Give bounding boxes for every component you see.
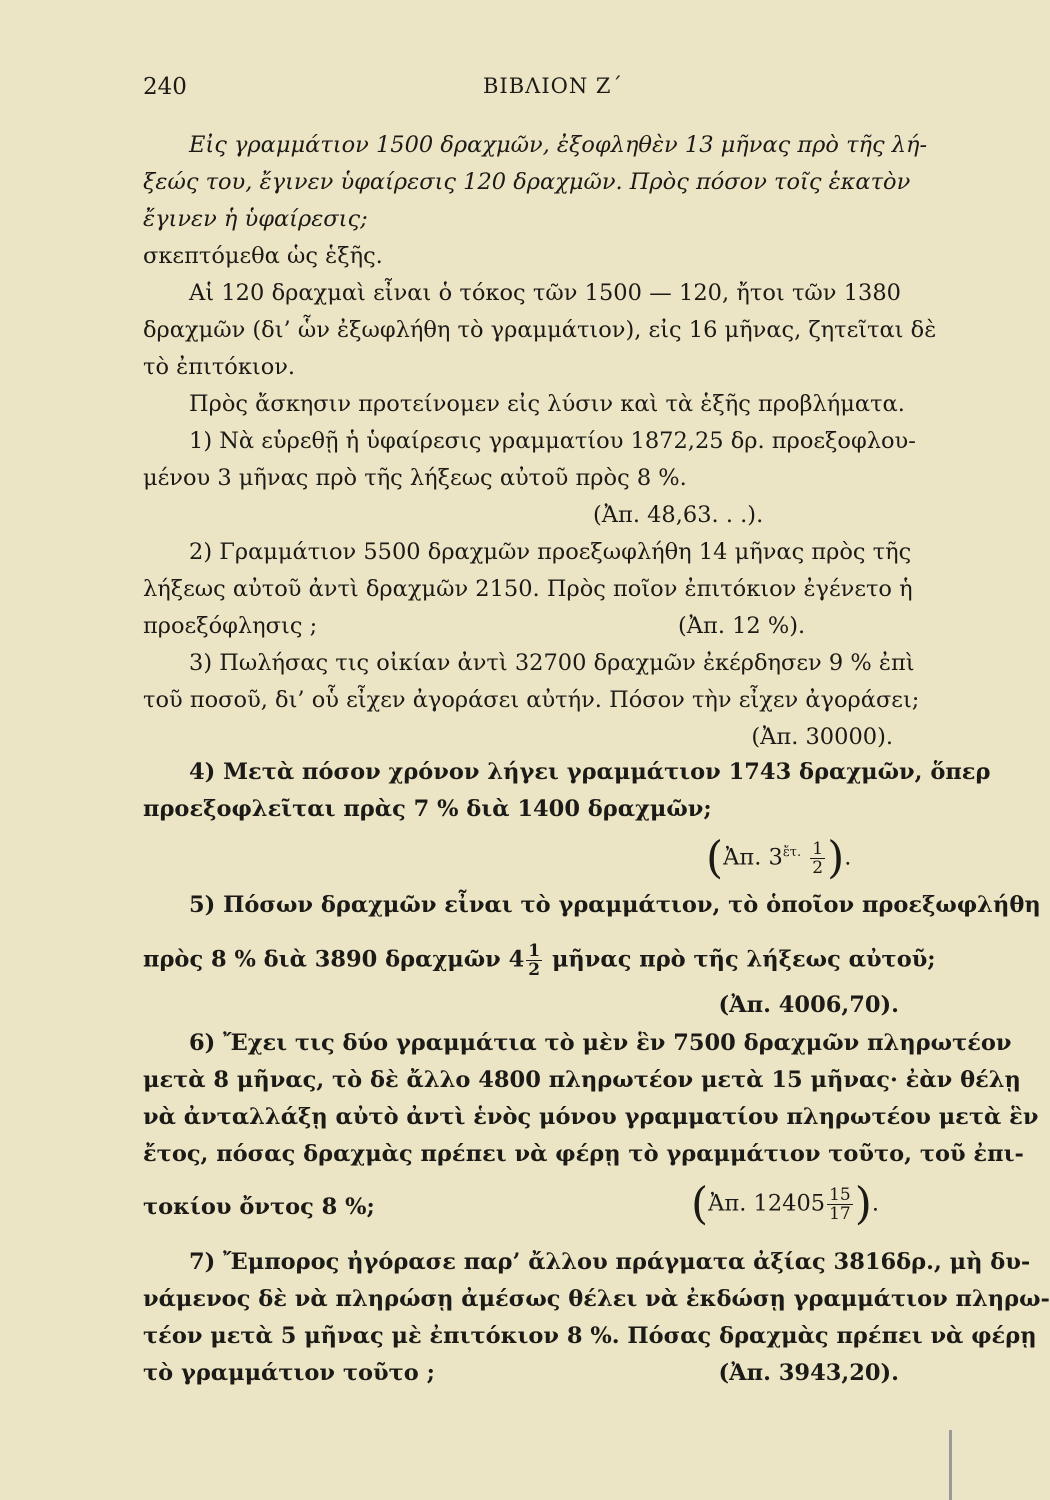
page-number: 240 <box>143 74 187 100</box>
running-head: ΒΙΒΛΙΟΝ Ζ΄ <box>483 74 623 98</box>
fraction <box>827 1186 853 1223</box>
fraction <box>526 942 542 979</box>
problem-3-line: 3) Πωλήσας τις οἰκίαν ἀντὶ 32700 δραχμῶν ἐκέρδησεν 9 % ἐπὶ <box>189 650 915 676</box>
fraction-den: 2 <box>528 960 541 980</box>
problem-5-line: 5) Πόσων δραχμῶν εἶναι τὸ γραμμάτιον, τὸ ὁποῖον προεξωφλήθη <box>189 892 1041 918</box>
problem-2-line: λήξεως αὐτοῦ ἀντὶ δραχμῶν 2150. Πρὸς ποῖον ἐπιτόκιον ἐγένετο ἡ <box>143 576 913 602</box>
paren-close: ) <box>827 832 845 884</box>
problem-5-line <box>143 941 936 980</box>
fraction-num: 1 <box>812 839 824 859</box>
page-edge <box>949 1430 952 1500</box>
intro-line: τὸ ἐπιτόκιον. <box>143 354 296 380</box>
problem-4-line: προεξοφλεῖται πρὰς 7 % διὰ 1400 δραχμῶν; <box>143 796 712 822</box>
problem-4-answer: (Ἀπ. $3^{ἔ\tau.}$ $\frac{1}{2}$ ). <box>706 832 852 884</box>
problem-7-line: 7) Ἔμπορος ἠγόρασε παρ’ ἄλλου πράγματα ἀξίας 3816δρ., μὴ δυ- <box>189 1249 1031 1275</box>
fraction-num: 15 <box>829 1185 851 1205</box>
problem-7-line: τέον μετὰ 5 μῆνας μὲ ἐπιτόκιον 8 %. Πόσας δραχμὰς πρέπει νὰ φέρῃ <box>143 1323 1037 1349</box>
problem-4-line: 4) Μετὰ πόσον χρόνον λήγει γραμμάτιον 1743 δραχμῶν, ὅπερ <box>189 759 991 785</box>
page-header <box>143 74 852 110</box>
intro-line: ξεώς του, ἔγινεν ὑφαίρεσις 120 δραχμῶν. Πρὸς πόσον τοῖς ἑκατὸν <box>143 169 911 195</box>
paren-open: ( <box>691 1178 709 1230</box>
problem-6-line: 6) Ἔχει τις δύο γραμμάτια τὸ μὲν ἓν 7500 δραχμῶν πληρωτέον <box>189 1030 1012 1056</box>
fraction-den: 2 <box>812 858 824 878</box>
intro-line: ἔγινεν ἡ ὑφαίρεσις; <box>143 206 368 232</box>
problem-6-line: νὰ ἀνταλλάξῃ αὐτὸ ἀντὶ ἑνὸς μόνου γραμματίου πληρωτέου μετὰ ἓν <box>143 1104 1039 1130</box>
problem-5-text: πρὸς 8 % διὰ 3890 δραχμῶν 4 <box>143 946 525 973</box>
problem-1-line: 1) Νὰ εὑρεθῇ ἡ ὑφαίρεσις γραμματίου 1872,25 δρ. προεξοφλου- <box>189 428 916 454</box>
problem-5-text: μῆνας πρὸ τῆς λήξεως αὐτοῦ; <box>551 946 936 973</box>
problem-6-line: μετὰ 8 μῆνας, τὸ δὲ ἄλλο 4800 πληρωτέον μετὰ 15 μῆνας· ἐὰν θέλῃ <box>143 1067 1021 1093</box>
problem-2-answer: (Ἀπ. 12 %). <box>678 613 806 639</box>
answer-prefix: Ἀπ. 12405 <box>708 1190 826 1217</box>
problem-6-line: ἔτος, πόσας δραχμὰς πρέπει νὰ φέρῃ τὸ γραμμάτιον τοῦτο, τοῦ ἐπι- <box>143 1141 1024 1167</box>
problem-3-line: τοῦ ποσοῦ, δι’ οὗ εἶχεν ἀγοράσει αὐτήν. Πόσον τὴν εἶχεν ἀγοράσει; <box>143 687 920 713</box>
answer-sup: ἔτ. <box>782 845 802 860</box>
problem-7-line: νάμενος δὲ νὰ πληρώσῃ ἀμέσως θέλει νὰ ἐκδώσῃ γραμμάτιον πληρω- <box>143 1286 1050 1312</box>
problem-7-line: τὸ γραμμάτιον τοῦτο ; <box>143 1360 435 1386</box>
problem-2-line: προεξόφλησις ; <box>143 613 318 639</box>
problem-1-line: μένου 3 μῆνας πρὸ τῆς λήξεως αὐτοῦ πρὸς 8 %. <box>143 465 687 491</box>
answer-prefix: Ἀπ. 3 <box>723 844 783 871</box>
problem-1-answer: (Ἀπ. 48,63. . .). <box>593 502 764 528</box>
intro-line: σκεπτόμεθα ὡς ἑξῆς. <box>143 243 383 269</box>
intro-line: δραχμῶν (δι’ ὧν ἐξωφλήθη τὸ γραμμάτιον), εἰς 16 μῆνας, ζητεῖται δὲ <box>143 317 937 343</box>
paren-close: ) <box>854 1178 872 1230</box>
intro-line: Πρὸς ἄσκησιν προτείνομεν εἰς λύσιν καὶ τὰ ἑξῆς προβλήματα. <box>189 391 905 417</box>
problem-2-line: 2) Γραμμάτιον 5500 δραχμῶν προεξωφλήθη 14 μῆνας πρὸς τῆς <box>189 539 912 565</box>
intro-line: Αἱ 120 δραχμαὶ εἶναι ὁ τόκος τῶν 1500 — 120, ἤτοι τῶν 1380 <box>189 280 901 306</box>
fraction <box>810 840 825 877</box>
fraction-num: 1 <box>528 941 541 961</box>
problem-7-answer: (Ἀπ. 3943,20). <box>718 1360 899 1386</box>
fraction-den: 17 <box>829 1204 851 1224</box>
problem-5-answer: (Ἀπ. 4006,70). <box>718 992 899 1018</box>
problem-6-line: τοκίου ὄντος 8 %; <box>143 1194 375 1220</box>
intro-line: Εἰς γραμμάτιον 1500 δραχμῶν, ἐξοφληθὲν 13 μῆνας πρὸ τῆς λή- <box>189 132 928 158</box>
paren-open: ( <box>706 832 724 884</box>
problem-3-answer: (Ἀπ. 30000). <box>751 724 893 750</box>
problem-6-answer: (Ἀπ. 12405 $\frac{15}{17}$ ). <box>691 1178 880 1230</box>
